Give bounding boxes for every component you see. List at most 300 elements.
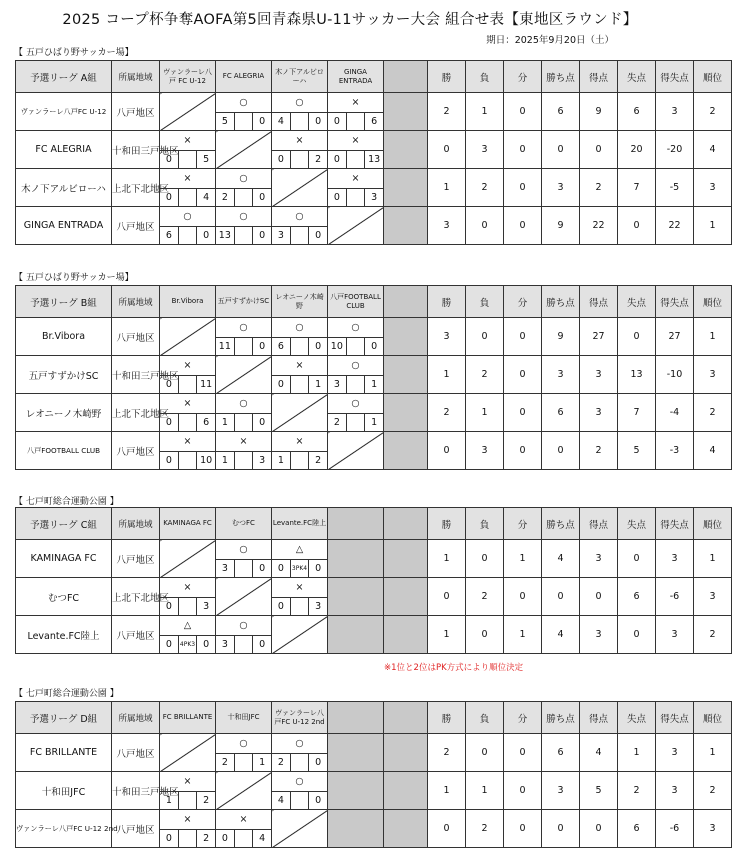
score bbox=[216, 226, 271, 245]
spacer-cell bbox=[384, 540, 428, 578]
score bbox=[272, 150, 327, 169]
stat-cell: 0 bbox=[580, 810, 618, 848]
spacer-cell bbox=[384, 734, 428, 772]
group-table bbox=[15, 701, 732, 848]
score-for: 0 bbox=[277, 378, 284, 390]
score bbox=[216, 753, 271, 772]
stat-cell: -10 bbox=[656, 356, 694, 394]
spacer-header bbox=[384, 286, 428, 318]
self-cell bbox=[160, 734, 216, 772]
stat-header: 負 bbox=[466, 286, 504, 318]
result-mark: ○ bbox=[239, 172, 248, 184]
stat-cell: 2 bbox=[466, 356, 504, 394]
group-table bbox=[15, 507, 732, 654]
score bbox=[328, 337, 383, 356]
stat-cell: -6 bbox=[656, 578, 694, 616]
stat-cell: 6 bbox=[618, 93, 656, 131]
match-cell bbox=[272, 93, 328, 131]
stat-header: 負 bbox=[466, 508, 504, 540]
venue-label: 【 五戸ひばり野サッカー場】 bbox=[14, 273, 134, 283]
score bbox=[216, 559, 271, 578]
result-mark: ○ bbox=[295, 96, 304, 108]
spacer-cell bbox=[384, 169, 428, 207]
score-against: 10 bbox=[200, 454, 213, 466]
stat-header: 失点 bbox=[618, 61, 656, 93]
score-against: 3 bbox=[371, 191, 378, 203]
score-pk bbox=[290, 452, 310, 470]
team-name: レオニーノ木崎野 bbox=[16, 394, 112, 432]
stat-header: 順位 bbox=[694, 61, 732, 93]
stat-cell: 13 bbox=[618, 356, 656, 394]
stat-cell: 0 bbox=[542, 578, 580, 616]
match-cell bbox=[272, 432, 328, 470]
score-for: 4 bbox=[277, 115, 284, 127]
score-against: 0 bbox=[315, 229, 322, 241]
page-title: 2025 コープ杯争奪AOFA第5回青森県U-11サッカー大会 組合せ表【東地区ラウンド】 bbox=[62, 12, 638, 28]
stat-cell: 6 bbox=[618, 810, 656, 848]
score bbox=[272, 451, 327, 470]
stat-header: 得失点 bbox=[656, 61, 694, 93]
self-cell bbox=[272, 616, 328, 654]
score-against: 2 bbox=[315, 153, 322, 165]
team-name: KAMINAGA FC bbox=[16, 540, 112, 578]
venue-label: 【 七戸町総合運動公園 】 bbox=[14, 689, 119, 699]
stat-header: 得失点 bbox=[656, 508, 694, 540]
stat-header: 順位 bbox=[694, 702, 732, 734]
opponent-header: レオニーノ木崎野 bbox=[272, 286, 328, 318]
table-row bbox=[16, 616, 732, 654]
score-pk bbox=[178, 414, 198, 432]
self-cell bbox=[160, 93, 216, 131]
score-pk bbox=[178, 598, 198, 616]
score-against: 3 bbox=[203, 600, 210, 612]
score-pk bbox=[346, 189, 366, 207]
match-date: 期日：2025年9月20日（土） bbox=[486, 35, 614, 46]
match-cell bbox=[272, 578, 328, 616]
score bbox=[328, 150, 383, 169]
stat-cell: 3 bbox=[580, 394, 618, 432]
result-mark: × bbox=[183, 581, 192, 593]
match-cell bbox=[272, 772, 328, 810]
stat-cell: 1 bbox=[504, 616, 542, 654]
score-pk bbox=[234, 189, 254, 207]
score bbox=[272, 375, 327, 394]
table-row bbox=[16, 169, 732, 207]
stat-cell: 0 bbox=[466, 540, 504, 578]
result-mark: × bbox=[295, 359, 304, 371]
stat-cell: 3 bbox=[694, 169, 732, 207]
score bbox=[328, 375, 383, 394]
score-pk bbox=[290, 376, 310, 394]
stat-header: 勝ち点 bbox=[542, 286, 580, 318]
stat-cell: 0 bbox=[618, 540, 656, 578]
match-cell bbox=[328, 169, 384, 207]
stat-cell: -5 bbox=[656, 169, 694, 207]
stat-cell: 5 bbox=[618, 432, 656, 470]
score-against: 0 bbox=[371, 340, 378, 352]
stat-cell: 9 bbox=[580, 93, 618, 131]
spacer-cell bbox=[384, 810, 428, 848]
score-for: 0 bbox=[277, 153, 284, 165]
opponent-header: ヴァンラーレ八戸FC U-12 2nd bbox=[272, 702, 328, 734]
score-against: 0 bbox=[259, 562, 266, 574]
self-cell bbox=[272, 394, 328, 432]
spacer-cell bbox=[384, 318, 428, 356]
result-mark: × bbox=[239, 435, 248, 447]
score-pk bbox=[234, 113, 254, 131]
match-cell bbox=[328, 356, 384, 394]
self-cell bbox=[216, 578, 272, 616]
stat-cell: 3 bbox=[694, 356, 732, 394]
match-cell bbox=[160, 356, 216, 394]
result-mark: × bbox=[183, 813, 192, 825]
region-header: 所属地域 bbox=[112, 61, 160, 93]
stat-cell: 3 bbox=[542, 772, 580, 810]
score-for: 11 bbox=[218, 340, 231, 352]
team-region: 八戸地区 bbox=[112, 432, 160, 470]
match-cell bbox=[216, 318, 272, 356]
score bbox=[216, 112, 271, 131]
score-against: 2 bbox=[315, 454, 322, 466]
score bbox=[160, 829, 215, 848]
stat-cell: 4 bbox=[542, 540, 580, 578]
self-cell bbox=[216, 772, 272, 810]
score-against: 1 bbox=[259, 756, 266, 768]
score bbox=[216, 451, 271, 470]
score-pk bbox=[234, 414, 254, 432]
blank-cell bbox=[328, 540, 384, 578]
stat-cell: -20 bbox=[656, 131, 694, 169]
score-against: 0 bbox=[259, 229, 266, 241]
stat-cell: 1 bbox=[466, 772, 504, 810]
match-cell bbox=[328, 131, 384, 169]
score-pk: 3PK4 bbox=[290, 560, 310, 578]
score-for: 0 bbox=[165, 454, 172, 466]
team-name: Br.Vibora bbox=[16, 318, 112, 356]
stat-cell: 1 bbox=[694, 540, 732, 578]
score-pk bbox=[234, 560, 254, 578]
score-against: 0 bbox=[203, 638, 210, 650]
group-label: 予選リーグ C組 bbox=[16, 508, 112, 540]
result-mark: × bbox=[183, 172, 192, 184]
score-against: 5 bbox=[203, 153, 210, 165]
match-cell bbox=[272, 540, 328, 578]
stat-cell: 0 bbox=[428, 131, 466, 169]
score-against: 0 bbox=[259, 115, 266, 127]
opponent-header: 五戸すずかけSC bbox=[216, 286, 272, 318]
score-for: 0 bbox=[165, 600, 172, 612]
result-mark: ○ bbox=[239, 210, 248, 222]
score-against: 2 bbox=[203, 832, 210, 844]
score-for: 5 bbox=[221, 115, 228, 127]
score-against: 1 bbox=[371, 416, 378, 428]
match-cell bbox=[328, 93, 384, 131]
stat-cell: 3 bbox=[580, 356, 618, 394]
team-region: 八戸地区 bbox=[112, 616, 160, 654]
stat-cell: 0 bbox=[542, 432, 580, 470]
opponent-header: Br.Vibora bbox=[160, 286, 216, 318]
score bbox=[216, 635, 271, 654]
match-cell bbox=[216, 169, 272, 207]
venue-label: 【 五戸ひばり野サッカー場】 bbox=[14, 48, 134, 58]
team-name: FC BRILLANTE bbox=[16, 734, 112, 772]
score-for: 2 bbox=[277, 756, 284, 768]
score-pk bbox=[346, 414, 366, 432]
table-row bbox=[16, 734, 732, 772]
stat-cell: 2 bbox=[618, 772, 656, 810]
result-mark: × bbox=[183, 134, 192, 146]
result-mark: △ bbox=[295, 543, 304, 555]
group-label: 予選リーグ B組 bbox=[16, 286, 112, 318]
score-pk bbox=[290, 598, 310, 616]
spacer-cell bbox=[384, 131, 428, 169]
stat-cell: 0 bbox=[466, 616, 504, 654]
region-header: 所属地域 bbox=[112, 508, 160, 540]
stat-header: 分 bbox=[504, 702, 542, 734]
result-mark: ○ bbox=[351, 321, 360, 333]
score-for: 0 bbox=[165, 416, 172, 428]
venue-label: 【 七戸町総合運動公園 】 bbox=[14, 497, 119, 507]
stat-cell: 1 bbox=[694, 207, 732, 245]
stat-cell: 3 bbox=[428, 207, 466, 245]
stat-cell: 1 bbox=[466, 394, 504, 432]
table-row bbox=[16, 772, 732, 810]
stat-header: 得点 bbox=[580, 508, 618, 540]
team-region: 上北下北地区 bbox=[112, 169, 160, 207]
score bbox=[216, 337, 271, 356]
stat-cell: -3 bbox=[656, 432, 694, 470]
score-against: 6 bbox=[203, 416, 210, 428]
result-mark: × bbox=[183, 397, 192, 409]
table-row bbox=[16, 318, 732, 356]
score-pk bbox=[234, 830, 254, 848]
stat-cell: 4 bbox=[694, 131, 732, 169]
result-mark: × bbox=[183, 359, 192, 371]
score-against: 0 bbox=[259, 638, 266, 650]
score-against: 11 bbox=[200, 378, 213, 390]
score-pk bbox=[234, 754, 254, 772]
match-cell bbox=[160, 772, 216, 810]
self-cell bbox=[328, 207, 384, 245]
score-for: 4 bbox=[277, 794, 284, 806]
opponent-header: 八戸FOOTBALL CLUB bbox=[328, 286, 384, 318]
self-cell bbox=[272, 810, 328, 848]
team-name: ヴァンラーレ八戸FC U-12 2nd bbox=[16, 810, 112, 848]
stat-header: 得失点 bbox=[656, 286, 694, 318]
match-cell bbox=[216, 394, 272, 432]
match-cell bbox=[216, 93, 272, 131]
result-mark: △ bbox=[183, 619, 192, 631]
stat-cell: 0 bbox=[542, 131, 580, 169]
stat-cell: 3 bbox=[542, 356, 580, 394]
team-region: 八戸地区 bbox=[112, 207, 160, 245]
stat-cell: 0 bbox=[428, 432, 466, 470]
stat-header: 失点 bbox=[618, 508, 656, 540]
score-against: 0 bbox=[315, 756, 322, 768]
score-for: 1 bbox=[165, 794, 172, 806]
score bbox=[272, 559, 327, 578]
result-mark: ○ bbox=[351, 397, 360, 409]
score-for: 1 bbox=[221, 416, 228, 428]
score-against: 3 bbox=[315, 600, 322, 612]
stat-cell: 2 bbox=[694, 616, 732, 654]
score-pk bbox=[234, 636, 254, 654]
stat-header: 順位 bbox=[694, 286, 732, 318]
spacer-cell bbox=[384, 772, 428, 810]
score-for: 0 bbox=[165, 378, 172, 390]
stat-cell: 3 bbox=[466, 432, 504, 470]
score-pk bbox=[346, 151, 366, 169]
team-name: ヴァンラーレ八戸FC U-12 bbox=[16, 93, 112, 131]
stat-cell: 2 bbox=[466, 578, 504, 616]
table-row bbox=[16, 810, 732, 848]
score-against: 0 bbox=[315, 794, 322, 806]
stat-cell: 27 bbox=[656, 318, 694, 356]
score bbox=[160, 451, 215, 470]
score-against: 4 bbox=[259, 832, 266, 844]
score-against: 0 bbox=[259, 191, 266, 203]
stat-cell: 9 bbox=[542, 207, 580, 245]
opponent-header: むつFC bbox=[216, 508, 272, 540]
stat-cell: 0 bbox=[504, 356, 542, 394]
stat-header: 得点 bbox=[580, 286, 618, 318]
match-cell bbox=[160, 131, 216, 169]
result-mark: × bbox=[295, 134, 304, 146]
stat-cell: 5 bbox=[580, 772, 618, 810]
score-for: 13 bbox=[218, 229, 231, 241]
match-cell bbox=[160, 616, 216, 654]
stat-cell: 2 bbox=[428, 734, 466, 772]
stat-cell: 2 bbox=[428, 93, 466, 131]
match-cell bbox=[160, 207, 216, 245]
result-mark: ○ bbox=[239, 543, 248, 555]
score bbox=[216, 188, 271, 207]
score-pk bbox=[234, 338, 254, 356]
stat-header: 得失点 bbox=[656, 702, 694, 734]
match-cell bbox=[160, 810, 216, 848]
match-cell bbox=[216, 207, 272, 245]
team-name: むつFC bbox=[16, 578, 112, 616]
team-region: 上北下北地区 bbox=[112, 394, 160, 432]
stat-cell: 0 bbox=[466, 318, 504, 356]
score-pk bbox=[178, 227, 198, 245]
score-against: 2 bbox=[203, 794, 210, 806]
stat-cell: 0 bbox=[428, 810, 466, 848]
opponent-header: 木ノ下アルビローハ bbox=[272, 61, 328, 93]
stat-header: 得点 bbox=[580, 61, 618, 93]
blank-cell bbox=[328, 616, 384, 654]
score-pk bbox=[290, 338, 310, 356]
team-name: FC ALEGRIA bbox=[16, 131, 112, 169]
match-cell bbox=[272, 734, 328, 772]
score-pk bbox=[234, 227, 254, 245]
score-pk bbox=[290, 792, 310, 810]
stat-cell: 2 bbox=[694, 93, 732, 131]
stat-cell: 0 bbox=[618, 207, 656, 245]
self-cell bbox=[328, 432, 384, 470]
spacer-cell bbox=[384, 93, 428, 131]
stat-cell: 3 bbox=[542, 169, 580, 207]
stat-header: 勝 bbox=[428, 508, 466, 540]
stat-cell: 0 bbox=[466, 734, 504, 772]
stat-cell: 3 bbox=[694, 810, 732, 848]
self-cell bbox=[160, 318, 216, 356]
opponent-header: FC BRILLANTE bbox=[160, 702, 216, 734]
match-cell bbox=[216, 734, 272, 772]
team-region: 八戸地区 bbox=[112, 540, 160, 578]
score-pk bbox=[178, 376, 198, 394]
score bbox=[160, 413, 215, 432]
result-mark: × bbox=[351, 96, 360, 108]
opponent-header: ヴァンラーレ八戸 FC U-12 bbox=[160, 61, 216, 93]
match-cell bbox=[272, 318, 328, 356]
group-table bbox=[15, 285, 732, 470]
stat-cell: 27 bbox=[580, 318, 618, 356]
result-mark: ○ bbox=[351, 359, 360, 371]
score bbox=[272, 112, 327, 131]
table-row bbox=[16, 93, 732, 131]
score-against: 13 bbox=[368, 153, 381, 165]
match-cell bbox=[216, 432, 272, 470]
self-cell bbox=[216, 356, 272, 394]
team-region: 十和田三戸地区 bbox=[112, 356, 160, 394]
score bbox=[160, 791, 215, 810]
spacer-cell bbox=[384, 578, 428, 616]
match-cell bbox=[328, 318, 384, 356]
score-pk bbox=[290, 227, 310, 245]
score-for: 10 bbox=[330, 340, 343, 352]
score-for: 2 bbox=[333, 416, 340, 428]
score bbox=[160, 150, 215, 169]
score-for: 1 bbox=[221, 454, 228, 466]
stat-cell: 3 bbox=[428, 318, 466, 356]
self-cell bbox=[160, 540, 216, 578]
spacer-header bbox=[384, 61, 428, 93]
match-cell bbox=[328, 394, 384, 432]
table-row bbox=[16, 578, 732, 616]
score-against: 0 bbox=[259, 416, 266, 428]
team-name: Levante.FC陸上 bbox=[16, 616, 112, 654]
pk-note: ※1位と2位はPK方式により順位決定 bbox=[384, 663, 524, 673]
table-row bbox=[16, 356, 732, 394]
result-mark: × bbox=[239, 813, 248, 825]
stat-cell: 1 bbox=[618, 734, 656, 772]
result-mark: × bbox=[183, 775, 192, 787]
score-for: 2 bbox=[221, 756, 228, 768]
score-pk bbox=[346, 376, 366, 394]
result-mark: × bbox=[295, 581, 304, 593]
spacer-header bbox=[384, 508, 428, 540]
score-for: 0 bbox=[333, 191, 340, 203]
stat-cell: 2 bbox=[580, 432, 618, 470]
score-against: 0 bbox=[315, 115, 322, 127]
score-pk: 4PK3 bbox=[178, 636, 198, 654]
stat-cell: 0 bbox=[618, 616, 656, 654]
result-mark: ○ bbox=[239, 619, 248, 631]
score-against: 3 bbox=[259, 454, 266, 466]
stat-cell: -6 bbox=[656, 810, 694, 848]
blank-cell bbox=[328, 578, 384, 616]
stat-cell: 1 bbox=[504, 540, 542, 578]
stat-cell: 0 bbox=[580, 131, 618, 169]
score-against: 0 bbox=[315, 562, 322, 574]
score-against: 0 bbox=[259, 340, 266, 352]
table-row bbox=[16, 207, 732, 245]
blank-cell bbox=[328, 772, 384, 810]
stat-header: 勝ち点 bbox=[542, 702, 580, 734]
score-for: 2 bbox=[221, 191, 228, 203]
region-header: 所属地域 bbox=[112, 702, 160, 734]
